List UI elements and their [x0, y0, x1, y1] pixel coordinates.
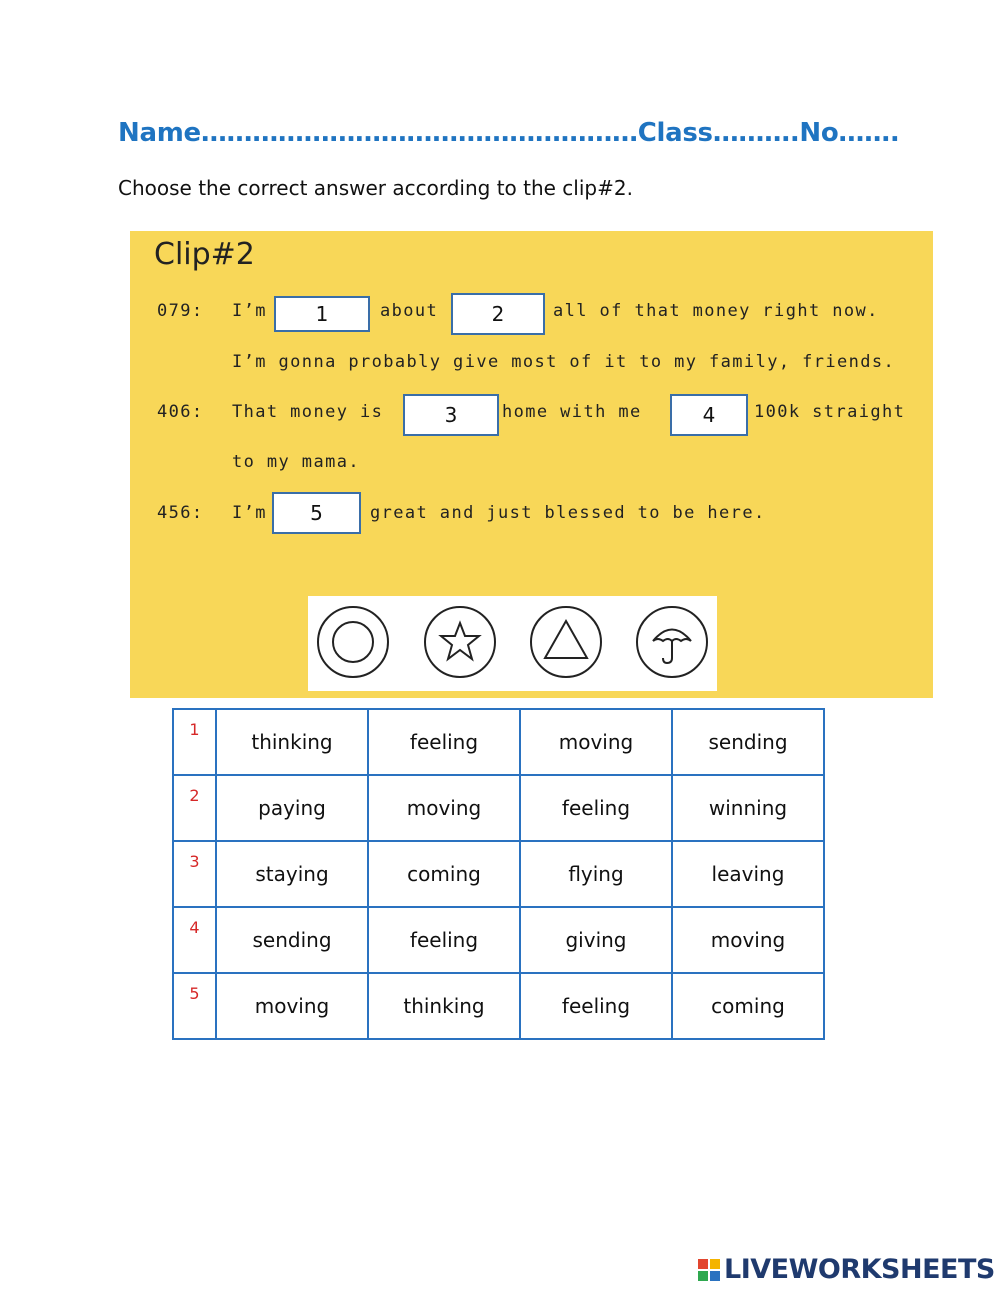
line-code: 456: — [157, 503, 204, 523]
choice-row-1 — [173, 709, 824, 775]
choice-row-4 — [173, 907, 824, 973]
line-text: all of that money right now. — [553, 301, 879, 321]
answer-option[interactable]: moving — [368, 775, 520, 841]
star-icon — [425, 607, 495, 677]
name-class-number-line: Name……………………………………………Class……….No……. — [118, 118, 900, 148]
clip-panel — [130, 231, 933, 698]
line-text: That money is — [232, 402, 384, 422]
answer-option[interactable]: staying — [216, 841, 368, 907]
answer-option[interactable]: coming — [672, 973, 824, 1039]
line-text: about — [380, 301, 439, 321]
line-code: 079: — [157, 301, 204, 321]
choice-row-5 — [173, 973, 824, 1039]
answer-box-2[interactable]: 2 — [451, 293, 545, 335]
logo-icon — [698, 1259, 720, 1281]
answer-option[interactable]: flying — [520, 841, 672, 907]
instruction-text: Choose the correct answer according to the clip#2. — [118, 176, 633, 200]
answer-option[interactable]: sending — [672, 709, 824, 775]
answer-option[interactable]: moving — [520, 709, 672, 775]
answer-option[interactable]: sending — [216, 907, 368, 973]
answer-option[interactable]: feeling — [520, 775, 672, 841]
answer-box-5[interactable]: 5 — [272, 492, 361, 534]
logo-square — [710, 1271, 720, 1281]
answer-box-4[interactable]: 4 — [670, 394, 748, 436]
answer-option[interactable]: winning — [672, 775, 824, 841]
answer-option[interactable]: moving — [216, 973, 368, 1039]
answer-option[interactable]: leaving — [672, 841, 824, 907]
answer-option[interactable]: moving — [672, 907, 824, 973]
answer-option[interactable]: feeling — [368, 907, 520, 973]
triangle-icon — [531, 607, 601, 677]
logo-square — [710, 1259, 720, 1269]
line-text: home with me — [502, 402, 642, 422]
line-text: I’m — [232, 301, 267, 321]
question-number: 2 — [173, 775, 216, 841]
answer-option[interactable]: thinking — [368, 973, 520, 1039]
question-number: 4 — [173, 907, 216, 973]
line-code: 406: — [157, 402, 204, 422]
answer-option[interactable]: feeling — [368, 709, 520, 775]
choice-row-3 — [173, 841, 824, 907]
clip-title: Clip#2 — [154, 237, 255, 272]
circle-icon — [318, 607, 388, 677]
answer-option[interactable]: feeling — [520, 973, 672, 1039]
answer-box-1[interactable]: 1 — [274, 296, 370, 332]
shape-symbols — [308, 596, 717, 691]
umbrella-icon — [637, 607, 707, 677]
line-text: to my mama. — [232, 452, 360, 472]
logo-square — [698, 1259, 708, 1269]
question-number: 5 — [173, 973, 216, 1039]
question-number: 3 — [173, 841, 216, 907]
answer-box-3[interactable]: 3 — [403, 394, 499, 436]
logo-text: LIVEWORKSHEETS — [724, 1254, 995, 1285]
choice-row-2 — [173, 775, 824, 841]
question-number: 1 — [173, 709, 216, 775]
answer-option[interactable]: giving — [520, 907, 672, 973]
line-text: great and just blessed to be here. — [370, 503, 766, 523]
answer-option[interactable]: coming — [368, 841, 520, 907]
line-text: 100k straight — [754, 402, 906, 422]
logo-square — [698, 1271, 708, 1281]
answer-choices-table — [172, 708, 825, 1040]
line-text: I’m gonna probably give most of it to my family, friends. — [232, 352, 896, 372]
line-text: I’m — [232, 503, 267, 523]
answer-option[interactable]: paying — [216, 775, 368, 841]
liveworksheets-logo — [698, 1254, 995, 1285]
answer-option[interactable]: thinking — [216, 709, 368, 775]
